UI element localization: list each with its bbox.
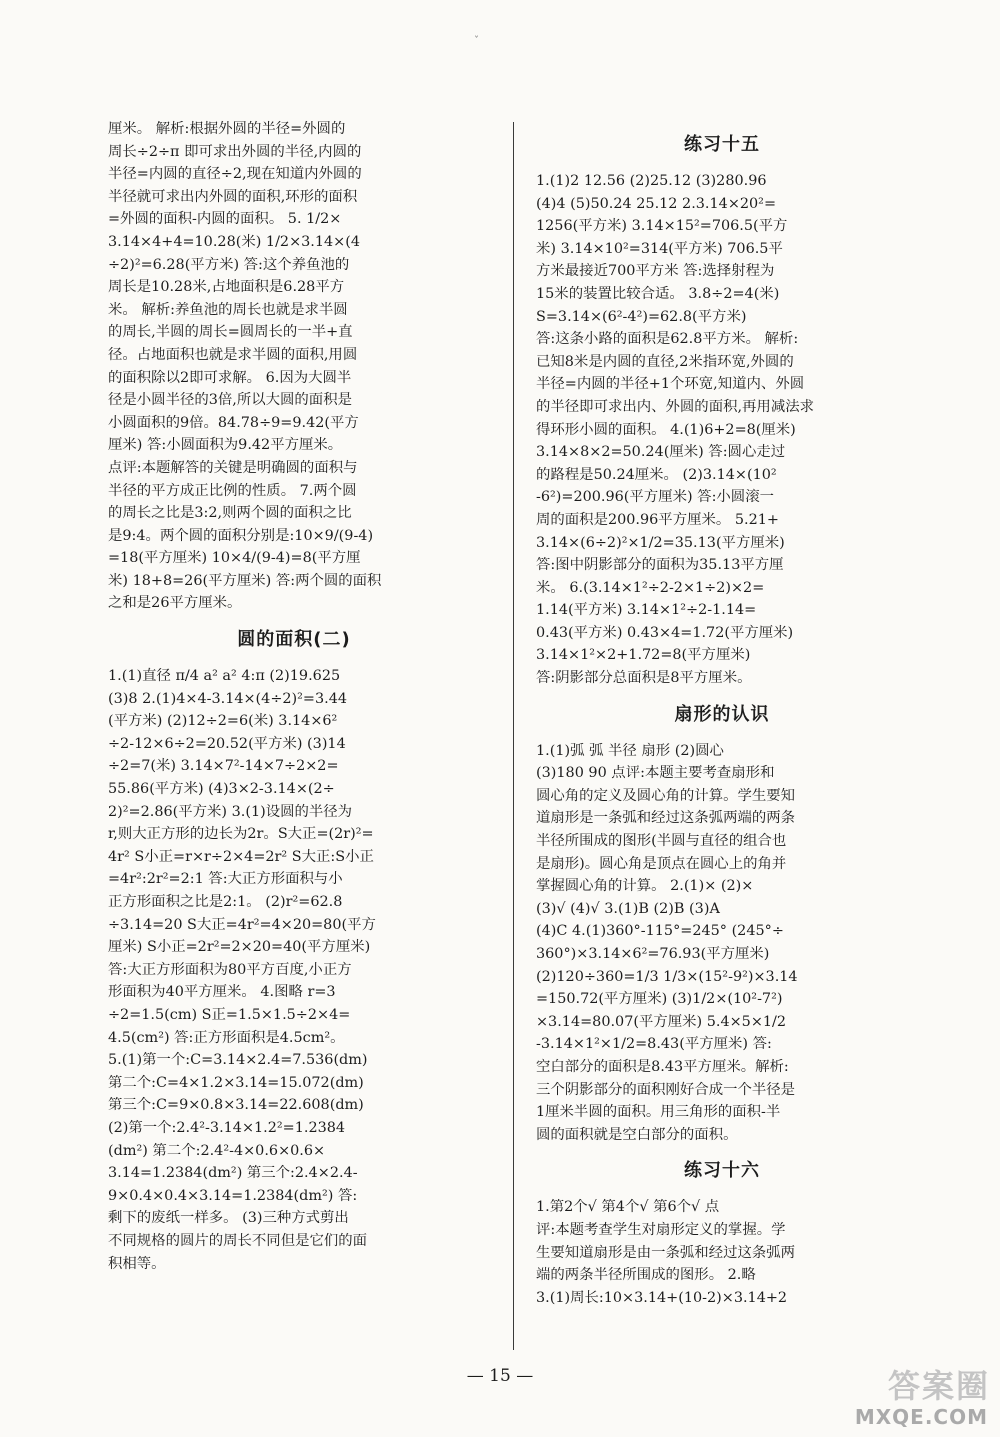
text-line: 小圆面积的9倍。84.78÷9=9.42(平方 (108, 414, 359, 431)
text-line: 3.14×(6÷2)²×1/2=35.13(平方厘米) (536, 534, 785, 551)
text-line: -3.14×1²×1/2=8.43(平方厘米) 答: (536, 1036, 772, 1053)
text-line: 半径就可求出内外圆的面积,环形的面积 (108, 188, 358, 205)
text-line: 米) 18+8=26(平方厘米) 答:两个圆的面积 (108, 572, 382, 589)
text-line: 三个阴影部分的面积刚好合成一个半径是 (536, 1081, 796, 1098)
text-line: (2)第一个:2.4²-3.14×1.2²=1.2384 (108, 1119, 346, 1136)
text-line: 厘米) 答:小圆面积为9.42平方厘米。 (108, 437, 343, 454)
text-line: ÷2=7(米) 3.14×7²-14×7÷2×2= (108, 758, 339, 775)
text-line: 1.14(平方米) 3.14×1²÷2-1.14= (536, 602, 757, 619)
text-line: 周长是10.28米,占地面积是6.28平方 (108, 279, 345, 296)
text-line: (dm²) 第二个:2.4²-4×0.6×0.6× (108, 1142, 326, 1159)
text-line: 360°)×3.14×6²=76.93(平方厘米) (536, 946, 770, 962)
text-line: 55.86(平方米) (4)3×2-3.14×(2÷ (108, 781, 335, 798)
text-line: 的面积除以2即可求解。 6.因为大圆半 (108, 369, 352, 386)
text-line: 4.5(cm²) 答:正方形面积是4.5cm²。 (108, 1029, 345, 1046)
text-line: 生要知道扇形是由一条弧和经过这条弧两 (536, 1244, 796, 1261)
text-line: (4)4 (5)50.24 25.12 2.3.14×20²= (536, 195, 777, 212)
text-line: 的路程是50.24厘米。 (2)3.14×(10² (536, 466, 777, 483)
text-line: 周长÷2÷π 即可求出外圆的半径,内圆的 (108, 143, 362, 160)
text-line: 1.(1)弧 弧 半径 扇形 (2)圆心 (536, 742, 724, 759)
watermark-text: MXQE.COM (854, 1405, 988, 1429)
text-line: 半径的平方成正比例的性质。 7.两个圆 (108, 482, 357, 499)
text-line: 米。 6.(3.14×1²÷2-2×1÷2)×2= (536, 579, 765, 596)
text-line: r,则大正方形的边长为2r。S大正=(2r)²= (108, 826, 374, 843)
text-line: 径。占地面积也就是求半圆的面积,用圆 (108, 346, 358, 363)
text-line: 厘米) S小正=2r²=2×20=40(平方厘米) (108, 939, 371, 956)
text-line: 的半径即可求出内、外圆的面积,再用减法求 (536, 398, 814, 415)
left-answer-block-2 (108, 665, 480, 1275)
text-line: 得环形小圆的面积。 4.(1)6+2=8(厘米) (536, 421, 796, 438)
text-line: 形面积为40平方厘米。 4.图略 r=3 (108, 984, 336, 1001)
text-line: 3.14×1²×2+1.72=8(平方厘米) (536, 647, 751, 664)
text-line: =4r²:2r²=2:1 答:大正方形面积与小 (108, 871, 343, 888)
text-line: 是扇形)。圆心角是顶点在圆心上的角并 (536, 855, 787, 872)
text-line: 米) 3.14×10²=314(平方米) 706.5平 (536, 240, 783, 257)
text-line: 圆心角的定义及圆心角的计算。学生要知 (536, 787, 796, 804)
text-line: 积相等。 (108, 1255, 166, 1272)
text-line: (3)180 90 点评:本题主要考查扇形和 (536, 765, 775, 782)
section-heading-exercise-15: 练习十五 (684, 134, 760, 155)
text-line: 15米的装置比较合适。 3.8÷2=4(米) (536, 285, 780, 302)
text-line: 评:本题考查学生对扇形定义的掌握。学 (536, 1221, 786, 1238)
text-line: =18(平方厘米) 10×4/(9-4)=8(平方厘 (108, 550, 361, 567)
text-line: 1256(平方米) 3.14×15²=706.5(平方 (536, 218, 788, 235)
text-line: 周的面积是200.96平方厘米。 5.21+ (536, 511, 779, 528)
top-mark: ˇ (474, 36, 479, 47)
text-line: (3)√ (4)√ 3.(1)B (2)B (3)A (536, 900, 720, 917)
text-line: 剩下的废纸一样多。 (3)三种方式剪出 (108, 1210, 349, 1227)
text-line: 9×0.4×0.4×3.14=1.2384(dm²) 答: (108, 1187, 358, 1204)
text-line: 米。 解析:养鱼池的周长也就是求半圆 (108, 301, 348, 318)
section-heading-exercise-16: 练习十六 (684, 1160, 760, 1182)
text-line: 第三个:C=9×0.8×3.14=22.608(dm) (108, 1097, 364, 1114)
text-line: 道扇形是一条弧和经过这条弧两端的两条 (536, 810, 796, 827)
text-line: 厘米。 解析:根据外圆的半径=外圆的 (108, 121, 346, 137)
section-heading-sector: 扇形的认识 (674, 703, 770, 725)
text-line: 方米最接近700平方米 答:选择射程为 (536, 263, 775, 280)
text-line: -6²)=200.96(平方厘米) 答:小圆滚一 (536, 489, 774, 506)
text-line: 是9:4。两个圆的面积分别是:10×9/(9-4) (108, 527, 374, 544)
text-line: 答:图中阴影部分的面积为35.13平方厘 (536, 557, 784, 574)
text-line: 半径所围成的图形(半圆与直径的组合也 (536, 833, 787, 850)
text-line: 点评:本题解答的关键是明确圆的面积与 (108, 459, 358, 476)
right-answer-block-3 (536, 1196, 908, 1309)
text-line: ×3.14=80.07(平方厘米) 5.4×5×1/2 (536, 1013, 787, 1030)
text-line: 答:大正方形面积为80平方百度,小正方 (108, 961, 352, 978)
text-line: ÷3.14=20 S大正=4r²=4×20=80(平方 (108, 916, 376, 933)
text-line: 2)²=2.86(平方米) 3.(1)设圆的半径为 (108, 803, 353, 820)
text-line: 的周长,半圆的周长=圆周长的一半+直 (108, 324, 353, 341)
text-line: 1厘米半圆的面积。用三角形的面积-半 (536, 1104, 781, 1121)
text-line: 已知8米是内圆的直径,2米指环宽,外圆的 (536, 353, 794, 370)
text-line: 第二个:C=4×1.2×3.14=15.072(dm) (108, 1074, 364, 1091)
text-line: 半径=内圆的半径+1个环宽,知道内、外圆 (536, 376, 805, 393)
text-line: =150.72(平方厘米) (3)1/2×(10²-7²) (536, 991, 783, 1008)
text-line: 答:阴影部分总面积是8平方厘米。 (536, 670, 752, 687)
right-answer-block-2 (536, 740, 908, 1147)
text-line: 径是小圆半径的3倍,所以大圆的面积是 (108, 392, 352, 409)
text-line: 3.(1)周长:10×3.14+(10-2)×3.14+2 (536, 1289, 788, 1306)
text-line: 圆的面积就是空白部分的面积。 (536, 1126, 738, 1143)
text-line: 掌握圆心角的计算。 2.(1)× (2)× (536, 878, 754, 895)
text-line: 1.第2个√ 第4个√ 第6个√ 点 (536, 1199, 720, 1216)
text-line: (4)C 4.(1)360°-115°=245° (245°÷ (536, 923, 784, 940)
text-line: 之和是26平方厘米。 (108, 595, 242, 612)
text-line: 5.(1)第一个:C=3.14×2.4=7.536(dm) (108, 1052, 368, 1069)
text-line: 4r² S小正=r×r÷2×4=2r² S大正:S小正 (108, 848, 374, 865)
text-line: 1.(1)直径 π/4 a² a² 4:π (2)19.625 (108, 668, 341, 685)
text-line: (平方米) (2)12÷2=6(米) 3.14×6² (108, 713, 338, 730)
text-line: ÷2)²=6.28(平方米) 答:这个养鱼池的 (108, 256, 350, 273)
column-divider (513, 122, 514, 1350)
right-answer-block-1 (536, 170, 908, 690)
text-line: S=3.14×(6²-4²)=62.8(平方米) (536, 308, 747, 325)
text-line: 答:这条小路的面积是62.8平方米。 解析: (536, 331, 799, 348)
left-column (108, 118, 480, 1275)
text-line: 0.43(平方米) 0.43×4=1.72(平方厘米) (536, 624, 794, 641)
text-line: (3)8 2.(1)4×4-3.14×(4÷2)²=3.44 (108, 690, 348, 707)
text-line: ÷2-12×6÷2=20.52(平方米) (3)14 (108, 735, 346, 752)
text-line: (2)120÷360=1/3 1/3×(15²-9²)×3.14 (536, 968, 798, 985)
left-answer-block-1 (108, 118, 480, 615)
text-line: 端的两条半径所围成的图形。 2.略 (536, 1267, 756, 1284)
right-column (536, 118, 908, 1309)
watermark-stamp: 答案圈 (887, 1367, 990, 1405)
text-line: 3.14=1.2384(dm²) 第三个:2.4×2.4- (108, 1165, 358, 1182)
text-line: 不同规格的圆片的周长不同但是它们的面 (108, 1232, 368, 1249)
text-line: 的周长之比是3:2,则两个圆的面积之比 (108, 505, 352, 522)
text-line: 1.(1)2 12.56 (2)25.12 (3)280.96 (536, 173, 767, 189)
text-line: 3.14×8×2=50.24(厘米) 答:圆心走过 (536, 444, 786, 461)
text-line: 半径=内圆的直径÷2,现在知道内外圆的 (108, 166, 362, 183)
text-line: =外圆的面积-内圆的面积。 5. 1/2× (108, 211, 342, 228)
watermark-logo (844, 1369, 994, 1431)
text-line: 正方形面积之比是2:1。 (2)r²=62.8 (108, 894, 343, 910)
text-line: ÷2=1.5(cm) S正=1.5×1.5÷2×4= (108, 1006, 351, 1023)
text-line: 空白部分的面积是8.43平方厘米。解析: (536, 1058, 789, 1075)
page-number: — 15 — (466, 1366, 534, 1386)
section-heading-circle-area-2: 圆的面积(二) (237, 629, 351, 651)
text-line: 3.14×4+4=10.28(米) 1/2×3.14×(4 (108, 233, 361, 250)
